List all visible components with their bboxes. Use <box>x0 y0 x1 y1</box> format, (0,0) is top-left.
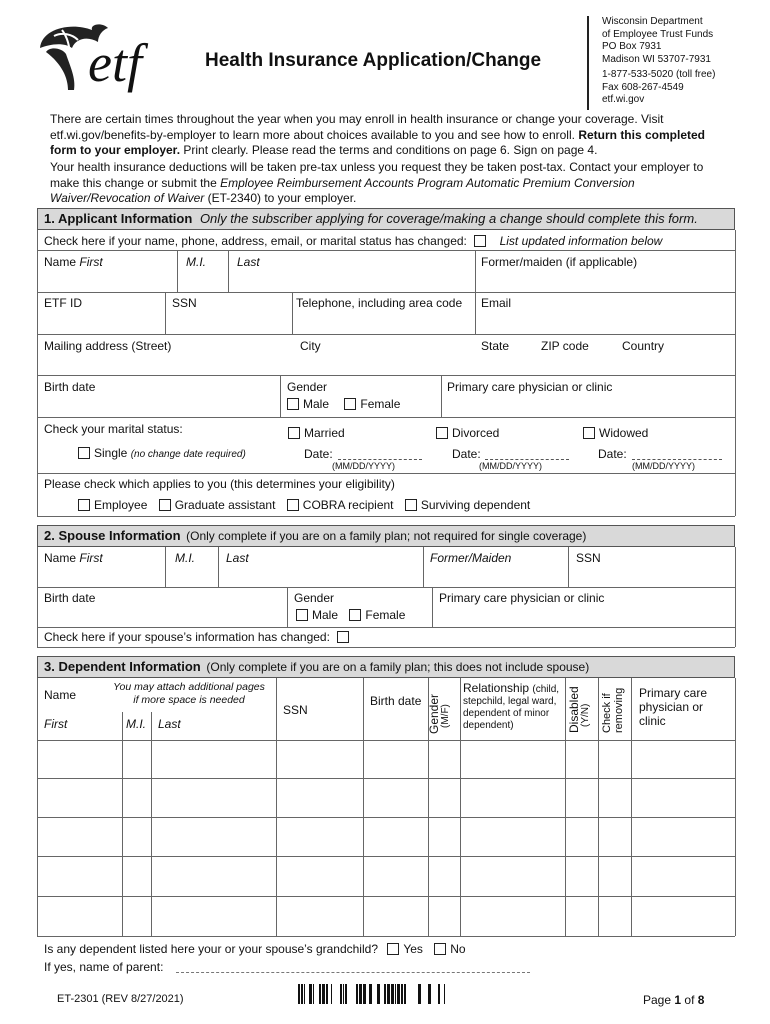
page-total: 8 <box>697 993 705 1007</box>
last-label: Last <box>237 255 260 269</box>
dep-gender-label <box>428 694 452 734</box>
first-text: First <box>79 551 103 565</box>
section-title: 1. Applicant Information <box>44 211 193 226</box>
address-line: Wisconsin Department <box>602 16 703 27</box>
section-title: 3. Dependent Information <box>44 659 201 674</box>
city-label: City <box>300 339 321 353</box>
intro-text: There are certain times throughout the year when you may enroll in health insurance or change your coverage. Visit etf.wi.gov/benefits-by-employer to learn more about choices available to you and see how to enroll. <box>50 112 664 142</box>
marital-label: Check your marital status: <box>44 422 183 436</box>
dep-first-label: First <box>44 717 68 731</box>
no-label: No <box>450 942 466 956</box>
spouse-former-label: Former/Maiden <box>430 551 512 565</box>
widowed-label: Widowed <box>599 426 649 440</box>
gender-mf: (M/F) <box>440 704 451 728</box>
spouse-name-label <box>44 551 103 565</box>
dependent-row[interactable] <box>37 896 735 897</box>
section-2-header <box>37 525 735 547</box>
etf-id-label: ETF ID <box>44 296 82 310</box>
pcp-line: Primary care <box>639 686 708 700</box>
dependent-row[interactable] <box>37 856 735 857</box>
surviving-checkbox[interactable] <box>405 499 417 511</box>
grad-checkbox[interactable] <box>159 499 171 511</box>
surviving-label: Surviving dependent <box>420 498 531 512</box>
section-note: (Only complete if you are on a family plan; this does not include spouse) <box>206 660 590 674</box>
dep-attach-note <box>100 681 278 707</box>
divorced-option <box>436 426 499 440</box>
pcp-line: clinic <box>639 714 666 728</box>
employee-checkbox[interactable] <box>78 499 90 511</box>
spouse-changed-label: Check here if your spouse’s information has changed: <box>44 630 330 644</box>
divorced-date-field[interactable] <box>485 459 569 460</box>
male-checkbox[interactable] <box>287 398 299 410</box>
single-note: (no change date required) <box>130 449 246 460</box>
name-text: Name <box>44 255 77 269</box>
section-title: 2. Spouse Information <box>44 528 181 543</box>
list-updated-label: List updated information below <box>499 234 663 248</box>
single-checkbox[interactable] <box>78 447 90 459</box>
agency-address <box>602 16 715 107</box>
former-label: Former/maiden (if applicable) <box>481 255 638 269</box>
male-label: Male <box>303 397 330 411</box>
cobra-checkbox[interactable] <box>287 499 299 511</box>
relationship-note: (child, <box>532 684 560 695</box>
name-text: Name <box>44 551 77 565</box>
spouse-ssn-label: SSN <box>576 551 601 565</box>
spouse-changed-checkbox[interactable] <box>337 631 349 643</box>
grad-label: Graduate assistant <box>174 498 276 512</box>
changed-label: Check here if your name, phone, address, email, or marital status has changed: <box>44 234 467 248</box>
married-date-format: (MM/DD/YYYY) <box>332 461 395 471</box>
female-checkbox[interactable] <box>344 398 356 410</box>
intro-text: (ET-2340) to your employer. <box>207 191 357 205</box>
grandchild-no-checkbox[interactable] <box>434 943 446 955</box>
address-line: PO Box 7931 <box>602 41 662 52</box>
state-label: State <box>481 339 510 353</box>
section-3-header <box>37 656 735 678</box>
removing-text: removing <box>613 687 625 733</box>
fax: Fax 608-267-4549 <box>602 81 684 93</box>
page-of: of <box>684 993 695 1007</box>
dep-pcp-label <box>639 686 707 728</box>
married-date-field[interactable] <box>338 459 422 460</box>
etf-logo <box>32 18 172 98</box>
divorced-label: Divorced <box>452 426 500 440</box>
section-note: (Only complete if you are on a family plan; not required for single coverage) <box>186 529 587 543</box>
spouse-female-checkbox[interactable] <box>349 609 361 621</box>
dep-ssn-label: SSN <box>283 703 308 717</box>
spouse-pcp-label: Primary care physician or clinic <box>439 591 605 605</box>
birth-label: Birth date <box>44 380 96 394</box>
widowed-date-field[interactable] <box>632 459 722 460</box>
attach-line: if more space is needed <box>133 694 245 706</box>
relationship-note: stepchild, legal ward, <box>463 696 557 707</box>
dep-name-label: Name <box>44 688 77 702</box>
dependent-row[interactable] <box>37 817 735 818</box>
logo-text: etf <box>88 33 142 93</box>
relationship-note: dependent) <box>463 720 514 731</box>
parent-label: If yes, name of parent: <box>44 960 164 974</box>
married-label: Married <box>304 426 345 440</box>
male-label: Male <box>312 608 339 622</box>
grandchild-label: Is any dependent listed here your or your spouse’s grandchild? <box>44 942 378 956</box>
zip-label: ZIP code <box>541 339 589 353</box>
grandchild-yes-checkbox[interactable] <box>387 943 399 955</box>
spouse-mi-label: M.I. <box>175 551 195 565</box>
page-number <box>643 993 704 1007</box>
widowed-checkbox[interactable] <box>583 427 595 439</box>
page-prefix: Page <box>643 993 672 1007</box>
widowed-option <box>583 426 648 440</box>
intro-return-note: Return this completed form to your employer. <box>50 127 705 157</box>
ssn-label: SSN <box>172 296 197 310</box>
dep-removing-label <box>601 688 625 733</box>
widowed-date-label: Date: <box>598 447 627 461</box>
dep-last-label: Last <box>158 717 181 731</box>
intro-paragraph-2 <box>50 160 710 207</box>
divorced-date-format: (MM/DD/YYYY) <box>479 461 542 471</box>
barcode-icon <box>298 984 448 1010</box>
name-label <box>44 255 103 269</box>
divorced-date-label: Date: <box>452 447 481 461</box>
yes-label: Yes <box>403 942 423 956</box>
dep-birth-label: Birth date <box>370 694 422 708</box>
mi-label: M.I. <box>186 255 206 269</box>
employee-label: Employee <box>94 498 148 512</box>
gender-text: Gender <box>427 693 441 734</box>
dep-mi-label: M.I. <box>126 717 146 731</box>
eligibility-label: Please check which applies to you (this determines your eligibility) <box>44 477 395 491</box>
page-num: 1 <box>674 993 682 1007</box>
form-number: ET-2301 (REV 8/27/2021) <box>57 993 184 1005</box>
spouse-birth-label: Birth date <box>44 591 96 605</box>
pcp-label: Primary care physician or clinic <box>447 380 613 394</box>
spouse-gender-label: Gender <box>294 591 335 605</box>
attach-line: You may attach additional pages <box>113 681 265 693</box>
intro-form-name: Employee Reimbursement Accounts Program Automatic Premium Conversion Waiver/Revocation of Waiver <box>50 175 635 205</box>
telephone-label: Telephone, including area code <box>296 296 463 310</box>
widowed-date-format: (MM/DD/YYYY) <box>632 461 695 471</box>
married-option <box>288 426 345 440</box>
changed-question <box>44 234 662 248</box>
relationship-text: Relationship <box>463 681 530 695</box>
website: etf.wi.gov <box>602 94 645 105</box>
email-label: Email <box>481 296 512 310</box>
grandchild-question <box>44 942 466 956</box>
female-label: Female <box>365 608 406 622</box>
pcp-line: physician or <box>639 700 704 714</box>
cobra-label: COBRA recipient <box>302 498 394 512</box>
intro-paragraph-1 <box>50 112 710 159</box>
gender-label: Gender <box>287 380 328 394</box>
address-line: Madison WI 53707-7931 <box>602 53 711 65</box>
divorced-checkbox[interactable] <box>436 427 448 439</box>
first-text: First <box>79 255 103 269</box>
intro-instructions: Print clearly. Please read the terms and conditions on page 6. Sign on page 4. <box>183 143 598 157</box>
section-note: Only the subscriber applying for coverage/making a change should complete this form. <box>199 211 698 226</box>
changed-checkbox[interactable] <box>474 235 486 247</box>
dep-relationship-label <box>463 682 559 732</box>
header-divider <box>587 16 589 110</box>
spouse-last-label: Last <box>226 551 249 565</box>
check-if-text: Check if <box>601 693 613 733</box>
section-1-header <box>37 208 735 230</box>
spouse-changed <box>44 630 353 644</box>
disabled-yn: (Y/N) <box>580 703 591 727</box>
address-line: of Employee Trust Funds <box>602 28 714 40</box>
eligibility-options <box>78 498 530 512</box>
page-title: Health Insurance Application/Change <box>205 50 542 71</box>
dep-disabled-label <box>568 686 592 733</box>
relationship-note: dependent of minor <box>463 708 550 719</box>
mailing-label: Mailing address (Street) <box>44 339 172 353</box>
disabled-text: Disabled <box>567 686 581 733</box>
dependent-row[interactable] <box>37 778 735 779</box>
intro-text: Your health insurance deductions will be taken pre-tax unless you request they be taken post-tax. Contact your employer to make this change or submit the <box>50 160 704 190</box>
country-label: Country <box>622 339 665 353</box>
married-checkbox[interactable] <box>288 427 300 439</box>
single-option <box>78 446 246 460</box>
married-date-label: Date: <box>304 447 333 461</box>
female-label: Female <box>360 397 401 411</box>
gender-options <box>287 397 400 411</box>
spouse-gender-options <box>296 608 405 622</box>
single-label: Single <box>94 446 128 460</box>
spouse-male-checkbox[interactable] <box>296 609 308 621</box>
parent-name-field[interactable] <box>176 972 530 973</box>
phone: 1-877-533-5020 (toll free) <box>602 69 716 80</box>
